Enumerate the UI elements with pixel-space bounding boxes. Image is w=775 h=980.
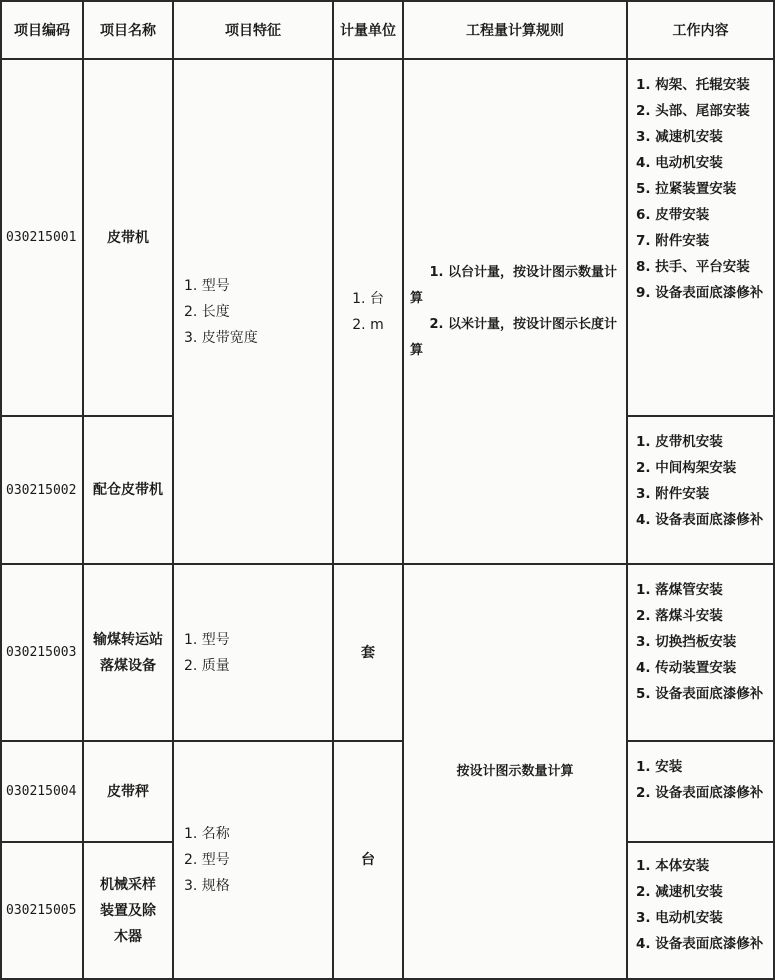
row-1-work: [628, 60, 775, 417]
feature-line: 1. 型号: [184, 277, 230, 294]
rules-group-b: 按设计图示数量计算: [404, 565, 628, 980]
work-item: 3. 切换挡板安装: [636, 634, 737, 650]
feature-line: 1. 名称: [184, 826, 230, 842]
work-item: 4. 设备表面底漆修补: [636, 936, 764, 952]
work-item: 2. 中间构架安装: [636, 460, 737, 476]
row-5-code: 030215005: [2, 843, 84, 980]
work-item: 2. 落煤斗安装: [636, 608, 723, 624]
rules-group-a: [404, 60, 628, 565]
work-item: 6. 皮带安装: [636, 207, 710, 223]
unit-group-a: [334, 60, 404, 565]
row-3-code: 030215003: [2, 565, 84, 742]
row-3-name: 输煤转运站落煤设备: [84, 565, 174, 742]
work-item: 3. 电动机安装: [636, 910, 723, 926]
unit-group-c: 台: [334, 742, 404, 980]
work-item: 9. 设备表面底漆修补: [636, 285, 764, 301]
rule-line: 2. 以米计量，按设计图示长度计算: [410, 316, 618, 358]
work-item: 3. 附件安装: [636, 486, 710, 502]
feature-line: 1. 型号: [184, 631, 230, 648]
rule-line: 1. 以台计量，按设计图示数量计算: [410, 264, 618, 306]
work-item: 4. 设备表面底漆修补: [636, 512, 764, 528]
row-4-name: 皮带秤: [84, 742, 174, 843]
features-group-c: [174, 742, 334, 980]
header-code: 项目编码: [2, 2, 84, 60]
unit-line: 1. 台: [352, 290, 384, 307]
header-unit: 计量单位: [334, 2, 404, 60]
row-4-work: [628, 742, 775, 843]
work-item: 2. 设备表面底漆修补: [636, 785, 764, 801]
feature-line: 2. 长度: [184, 303, 230, 320]
features-group-b: [174, 565, 334, 742]
row-3-work: [628, 565, 775, 742]
unit-line: 2. m: [352, 316, 384, 333]
header-name: 项目名称: [84, 2, 174, 60]
row-5-work: [628, 843, 775, 980]
work-item: 1. 落煤管安装: [636, 582, 723, 598]
feature-line: 3. 规格: [184, 878, 230, 894]
row-2-name: 配仓皮带机: [84, 417, 174, 565]
row-2-work: [628, 417, 775, 565]
work-item: 1. 构架、托辊安装: [636, 77, 750, 93]
row-1-name: 皮带机: [84, 60, 174, 417]
work-item: 1. 安装: [636, 759, 683, 775]
header-work: 工作内容: [628, 2, 775, 60]
feature-line: 2. 质量: [184, 657, 230, 674]
work-item: 2. 减速机安装: [636, 884, 723, 900]
features-group-a: [174, 60, 334, 565]
header-rules: 工程量计算规则: [404, 2, 628, 60]
feature-line: 3. 皮带宽度: [184, 329, 258, 346]
work-item: 4. 电动机安装: [636, 155, 723, 171]
work-item: 1. 皮带机安装: [636, 434, 723, 450]
header-features: 项目特征: [174, 2, 334, 60]
work-item: 8. 扶手、平台安装: [636, 259, 750, 275]
work-item: 7. 附件安装: [636, 233, 710, 249]
work-item: 5. 设备表面底漆修补: [636, 686, 764, 702]
row-4-code: 030215004: [2, 742, 84, 843]
row-5-name: 机械采样装置及除木器: [84, 843, 174, 980]
work-item: 2. 头部、尾部安装: [636, 103, 750, 119]
feature-line: 2. 型号: [184, 852, 230, 868]
unit-group-b: 套: [334, 565, 404, 742]
row-1-code: 030215001: [2, 60, 84, 417]
work-item: 5. 拉紧装置安装: [636, 181, 737, 197]
work-item: 1. 本体安装: [636, 858, 710, 874]
row-2-code: 030215002: [2, 417, 84, 565]
work-item: 3. 减速机安装: [636, 129, 723, 145]
work-item: 4. 传动装置安装: [636, 660, 737, 676]
